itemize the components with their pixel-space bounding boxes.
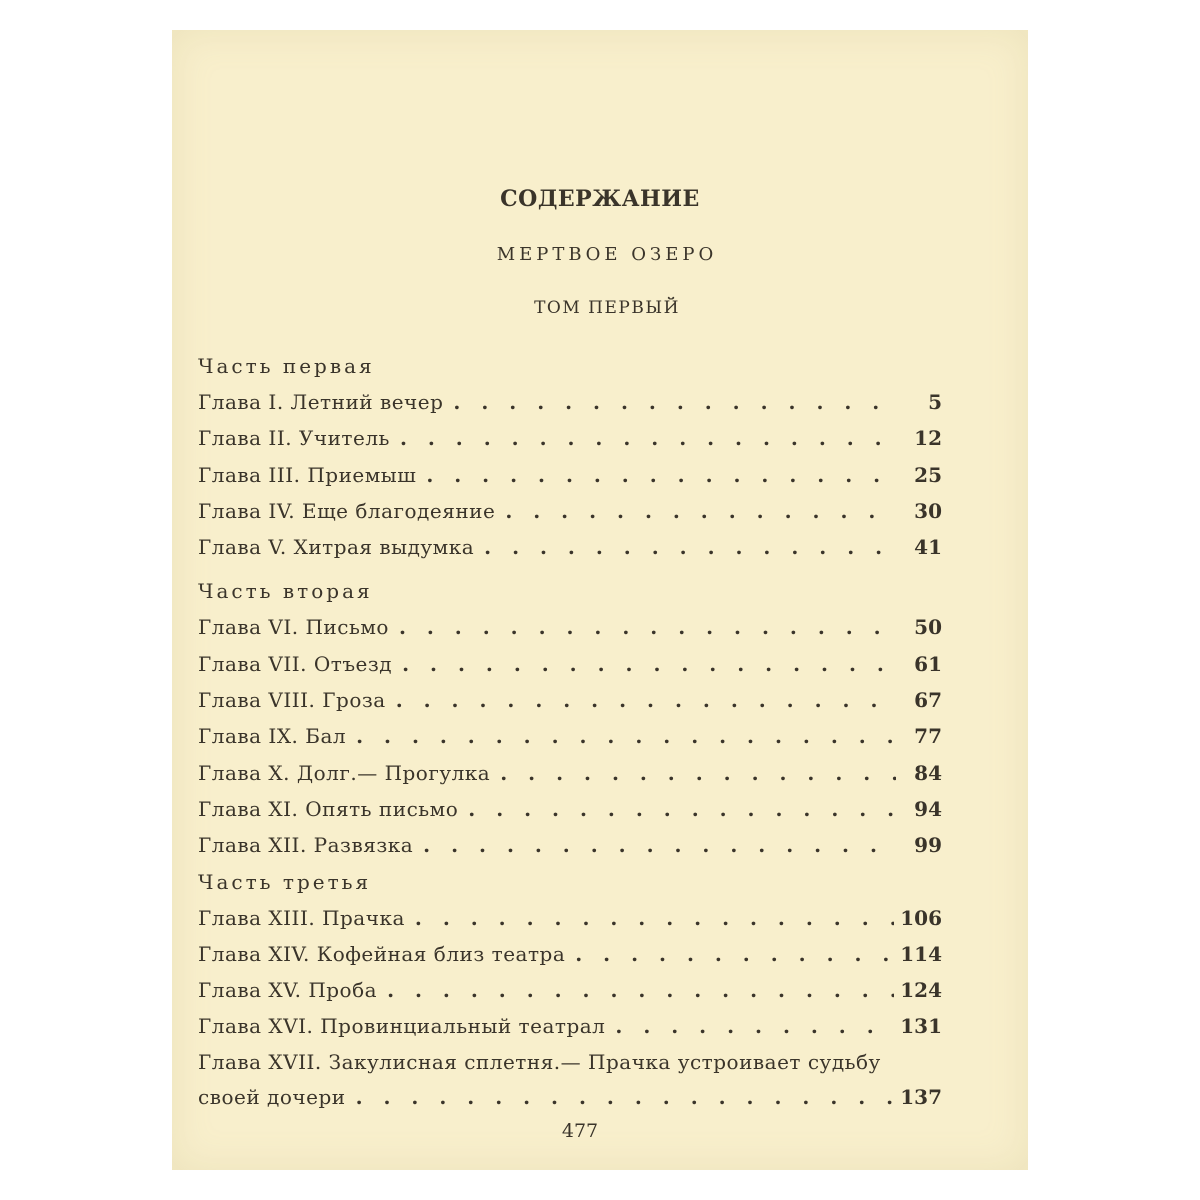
chapter-title: Глава XVI. Провинциальный театрал bbox=[198, 1014, 606, 1039]
dot-leader bbox=[399, 609, 896, 645]
chapter-page-number: 30 bbox=[914, 498, 942, 523]
dot-leader bbox=[505, 493, 896, 529]
chapter-page-number: 106 bbox=[900, 905, 942, 930]
toc-entry[interactable] bbox=[198, 646, 942, 682]
chapter-title: Глава VI. Письмо bbox=[198, 615, 389, 640]
dot-leader bbox=[426, 457, 896, 493]
chapter-title: Глава X. Долг.— Прогулка bbox=[198, 760, 491, 785]
chapter-title: Глава IX. Бал bbox=[198, 724, 347, 749]
toc-entry[interactable] bbox=[198, 827, 942, 863]
toc-entry[interactable] bbox=[198, 900, 942, 936]
chapter-page-number: 12 bbox=[914, 426, 942, 451]
chapter-page-number: 124 bbox=[900, 978, 942, 1003]
toc-entry[interactable] bbox=[198, 384, 942, 420]
toc-entry[interactable] bbox=[198, 493, 942, 529]
dot-leader bbox=[468, 791, 896, 827]
chapter-page-number: 131 bbox=[900, 1014, 942, 1039]
book-title: МЕРТВОЕ ОЗЕРО bbox=[496, 244, 718, 265]
chapter-page-number: 41 bbox=[914, 535, 942, 560]
chapter-title: Глава XIV. Кофейная близ театра bbox=[198, 941, 566, 966]
dot-leader bbox=[356, 718, 896, 754]
chapter-page-number: 61 bbox=[914, 651, 942, 676]
chapter-page-number: 84 bbox=[914, 760, 942, 785]
chapter-title: Глава IV. Еще благодеяние bbox=[198, 498, 496, 523]
dot-leader bbox=[500, 755, 896, 791]
volume-title: ТОМ ПЕРВЫЙ bbox=[534, 298, 680, 318]
chapter-title: Глава XIII. Прачка bbox=[198, 905, 405, 930]
toc-entry[interactable] bbox=[198, 936, 942, 972]
chapter-title: Глава XV. Проба bbox=[198, 978, 378, 1003]
chapter-page-number: 25 bbox=[914, 462, 942, 487]
chapter-title: Глава III. Приемыш bbox=[198, 462, 417, 487]
chapter-page-number: 99 bbox=[914, 833, 942, 858]
dot-leader bbox=[387, 972, 894, 1008]
dot-leader bbox=[423, 827, 896, 863]
chapter-title: Глава XII. Развязка bbox=[198, 833, 414, 858]
toc-entry[interactable] bbox=[198, 682, 942, 718]
chapter-title: Глава V. Хитрая выдумка bbox=[198, 535, 475, 560]
chapter-title-line2: своей дочери bbox=[198, 1084, 346, 1109]
toc-entry[interactable] bbox=[198, 755, 942, 791]
chapter-page-number: 137 bbox=[900, 1084, 942, 1109]
chapter-title: Глава II. Учитель bbox=[198, 426, 390, 451]
page-title: СОДЕРЖАНИЕ bbox=[500, 186, 700, 212]
chapter-page-number: 5 bbox=[928, 390, 942, 414]
toc-entry[interactable] bbox=[198, 1008, 942, 1044]
part-heading: Часть третья bbox=[198, 869, 372, 894]
chapter-title: Глава I. Летний вечер bbox=[198, 390, 444, 414]
chapter-page-number: 114 bbox=[900, 941, 942, 966]
chapter-page-number: 94 bbox=[914, 796, 942, 821]
page-number: 477 bbox=[561, 1120, 599, 1142]
chapter-page-number: 50 bbox=[914, 615, 942, 640]
dot-leader bbox=[402, 646, 896, 682]
chapter-title-continuation bbox=[198, 1079, 942, 1115]
dot-leader bbox=[615, 1008, 894, 1044]
toc-entry[interactable] bbox=[198, 1045, 942, 1115]
toc-entry[interactable] bbox=[198, 718, 942, 754]
part-heading: Часть первая bbox=[198, 354, 375, 378]
dot-leader bbox=[453, 384, 896, 420]
book-page bbox=[172, 30, 1028, 1170]
toc-entry[interactable] bbox=[198, 609, 942, 645]
toc-entry[interactable] bbox=[198, 972, 942, 1008]
dot-leader bbox=[575, 936, 894, 972]
toc-entry[interactable] bbox=[198, 791, 942, 827]
chapter-title: Глава VIII. Гроза bbox=[198, 688, 386, 713]
toc-entry[interactable] bbox=[198, 529, 942, 565]
dot-leader bbox=[396, 682, 896, 718]
table-of-contents bbox=[198, 348, 942, 1115]
dot-leader bbox=[400, 420, 896, 456]
chapter-page-number: 77 bbox=[914, 724, 942, 749]
chapter-title: Глава XI. Опять письмо bbox=[198, 796, 459, 821]
dot-leader bbox=[356, 1079, 895, 1115]
dot-leader bbox=[415, 900, 894, 936]
chapter-title: Глава XVII. Закулисная сплетня.— Прачка устроивает судьбу bbox=[198, 1049, 881, 1074]
part-heading: Часть вторая bbox=[198, 579, 373, 604]
chapter-title: Глава VII. Отъезд bbox=[198, 651, 393, 676]
chapter-page-number: 67 bbox=[914, 688, 942, 713]
toc-entry[interactable] bbox=[198, 457, 942, 493]
toc-entry[interactable] bbox=[198, 420, 942, 456]
dot-leader bbox=[484, 529, 896, 565]
